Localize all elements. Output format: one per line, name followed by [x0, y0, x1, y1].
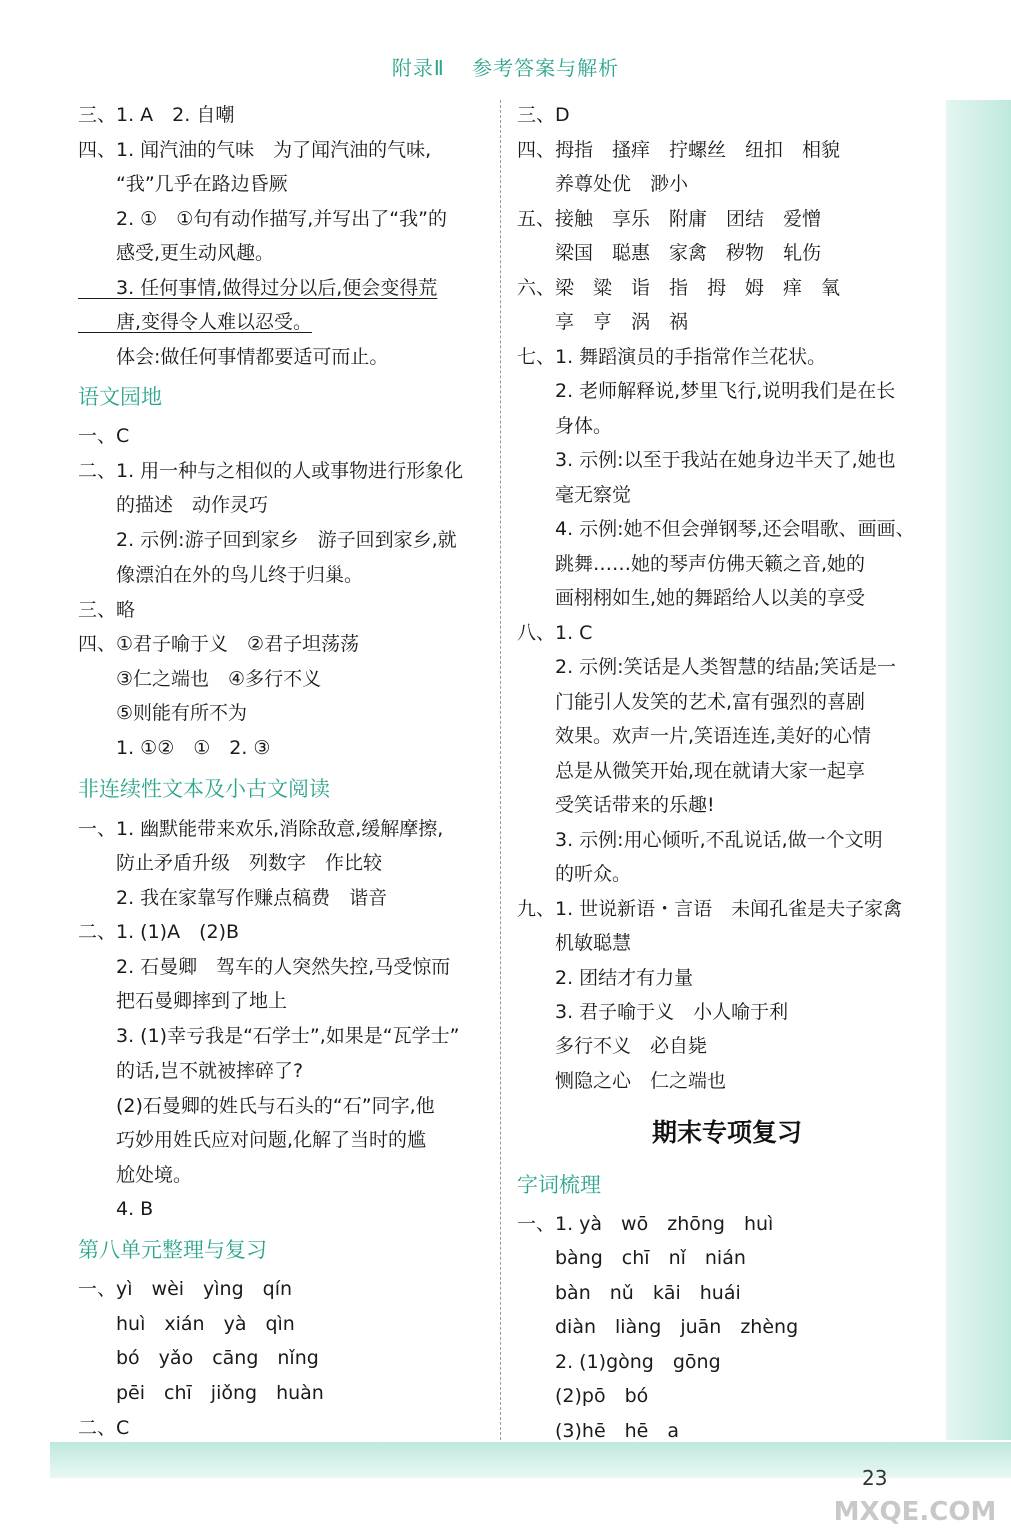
- left-answer-line: 2. ① ①句有动作描写,并写出了“我”的: [78, 208, 447, 230]
- left-answer-line: 二、1. (1)A (2)B: [78, 921, 240, 943]
- left-answer-line: huì xián yà qìn: [78, 1313, 295, 1335]
- left-answer-line: 感受,更生动风趣。: [78, 242, 275, 264]
- left-answer-line: 一、yì wèi yìng qín: [78, 1278, 293, 1300]
- watermark-text: MXQE.COM: [833, 1497, 997, 1527]
- left-answer-line: 巧妙用姓氏应对问题,化解了当时的尴: [78, 1129, 427, 1151]
- right-answer-line: 四、拇指 搔痒 拧螺丝 纽扣 相貌: [517, 139, 841, 161]
- left-answer-line: 把石曼卿摔到了地上: [78, 990, 288, 1012]
- right-answer-line: 跳舞……她的琴声仿佛天籁之音,她的: [517, 553, 866, 575]
- right-section-heading: 字词梳理: [517, 1173, 601, 1197]
- right-answer-line: diàn liàng juān zhèng: [517, 1316, 799, 1338]
- left-answer-line: 二、C: [78, 1417, 130, 1439]
- right-answer-line: 2. (1)gòng gōng: [517, 1351, 721, 1373]
- left-answer-line: (2)石曼卿的姓氏与石头的“石”同字,他: [78, 1095, 435, 1117]
- right-answer-line: 画栩栩如生,她的舞蹈给人以美的享受: [517, 587, 866, 609]
- left-answer-line: ⑤则能有所不为: [78, 702, 248, 724]
- left-answer-line: 的描述 动作灵巧: [78, 494, 269, 516]
- right-answer-line: (2)pō bó: [517, 1385, 649, 1407]
- right-answer-line: 五、接触 享乐 附庸 团结 爱憎: [517, 208, 822, 230]
- right-answer-line: 七、1. 舞蹈演员的手指常作兰花状。: [517, 346, 827, 368]
- right-answer-line: 2. 示例:笑话是人类智慧的结晶;笑话是一: [517, 656, 896, 678]
- left-answer-line: 三、略: [78, 599, 136, 621]
- watermark-logo: [830, 1482, 1000, 1532]
- right-answer-line: 总是从微笑开始,现在就请大家一起享: [517, 760, 866, 782]
- right-answer-line: 3. 示例:用心倾听,不乱说话,做一个文明: [517, 829, 883, 851]
- header-title: 参考答案与解析: [472, 56, 620, 80]
- right-answer-line: 恻隐之心 仁之端也: [517, 1070, 727, 1092]
- left-answer-line: 一、1. 幽默能带来欢乐,消除敌意,缓解摩擦,: [78, 818, 444, 840]
- right-answer-line: 3. 君子喻于义 小人喻于利: [517, 1001, 789, 1023]
- right-answer-line: 门能引人发笑的艺术,富有强烈的喜剧: [517, 691, 866, 713]
- left-answer-line: 一、C: [78, 425, 130, 447]
- right-answer-line: 一、1. yà wō zhōng huì: [517, 1213, 774, 1235]
- left-answer-line: bó yǎo cāng nǐng: [78, 1347, 319, 1369]
- left-answer-line: 唐,变得令人难以忍受。: [78, 311, 313, 333]
- left-answer-line: 2. 我在家靠写作赚点稿费 谐音: [78, 887, 388, 909]
- right-answer-line: 受笑话带来的乐趣!: [517, 794, 715, 816]
- left-answer-line: 二、1. 用一种与之相似的人或事物进行形象化: [78, 460, 464, 482]
- left-answer-line: 3. (1)幸亏我是“石学士”,如果是“瓦学士”: [78, 1025, 460, 1047]
- left-answer-line: 体会:做任何事情都要适可而止。: [78, 346, 389, 368]
- left-answer-line: 像漂泊在外的鸟儿终于归巢。: [78, 564, 364, 586]
- left-answer-line: 的话,岂不就被摔碎了?: [78, 1060, 304, 1082]
- left-answer-line: pēi chī jiǒng huàn: [78, 1382, 324, 1404]
- right-answer-line: 养尊处优 渺小: [517, 173, 689, 195]
- right-decorative-band: [946, 100, 1011, 1440]
- right-answer-line: (3)hē hē a: [517, 1420, 680, 1442]
- right-answer-line: bàng chī nǐ nián: [517, 1247, 746, 1269]
- left-answer-line: 3. 任何事情,做得过分以后,便会变得荒: [78, 277, 438, 299]
- left-section-heading: 语文园地: [78, 385, 162, 409]
- page-header: [0, 52, 1011, 81]
- left-answer-line: 防止矛盾升级 列数字 作比较: [78, 852, 383, 874]
- right-answer-line: 三、D: [517, 104, 570, 126]
- right-answer-line: 效果。欢声一片,笑语连连,美好的心情: [517, 725, 872, 747]
- left-answer-line: 三、1. A 2. 自嘲: [78, 104, 235, 126]
- right-answer-line: 2. 团结才有力量: [517, 967, 694, 989]
- right-answer-line: 身体。: [517, 415, 613, 437]
- left-section-heading: 非连续性文本及小古文阅读: [78, 777, 330, 801]
- header-appendix: 附录Ⅱ: [391, 56, 445, 80]
- left-answer-line: 四、1. 闻汽油的气味 为了闻汽油的气味,: [78, 139, 432, 161]
- page-number: 23: [862, 1466, 888, 1490]
- column-divider: [500, 100, 501, 1440]
- left-answer-line: 4. B: [78, 1198, 154, 1220]
- left-answer-line: ③仁之端也 ④多行不义: [78, 668, 322, 690]
- right-answer-line: 毫无察觉: [517, 484, 632, 506]
- right-answer-line: 机敏聪慧: [517, 932, 632, 954]
- left-answer-line: 尬处境。: [78, 1164, 193, 1186]
- left-answer-line: 2. 石曼卿 驾车的人突然失控,马受惊而: [78, 956, 451, 978]
- right-answer-line: 3. 示例:以至于我站在她身边半天了,她也: [517, 449, 896, 471]
- right-answer-line: 4. 示例:她不但会弹钢琴,还会唱歌、画画、: [517, 518, 915, 540]
- right-answer-line: 多行不义 必自毙: [517, 1035, 708, 1057]
- left-section-heading: 第八单元整理与复习: [78, 1238, 267, 1262]
- left-answer-line: 四、①君子喻于义 ②君子坦荡荡: [78, 633, 360, 655]
- left-answer-line: 1. ①② ① 2. ③: [78, 737, 271, 759]
- section-title-final-review: 期末专项复习: [651, 1118, 802, 1147]
- right-answer-line: 2. 老师解释说,梦里飞行,说明我们是在长: [517, 380, 896, 402]
- right-answer-line: 梁国 聪惠 家禽 秽物 轧伤: [517, 242, 822, 264]
- right-answer-line: 八、1. C: [517, 622, 593, 644]
- right-answer-line: 九、1. 世说新语・言语 未闻孔雀是夫子家禽: [517, 898, 903, 920]
- right-answer-line: 的听众。: [517, 863, 632, 885]
- right-answer-line: 享 亨 涡 祸: [517, 311, 689, 333]
- left-answer-line: 2. 示例:游子回到家乡 游子回到家乡,就: [78, 529, 457, 551]
- left-answer-line: “我”几乎在路边昏厥: [78, 173, 288, 195]
- right-answer-line: bàn nǔ kāi huái: [517, 1282, 741, 1304]
- right-answer-line: 六、梁 粱 诣 指 拇 姆 痒 氧: [517, 277, 841, 299]
